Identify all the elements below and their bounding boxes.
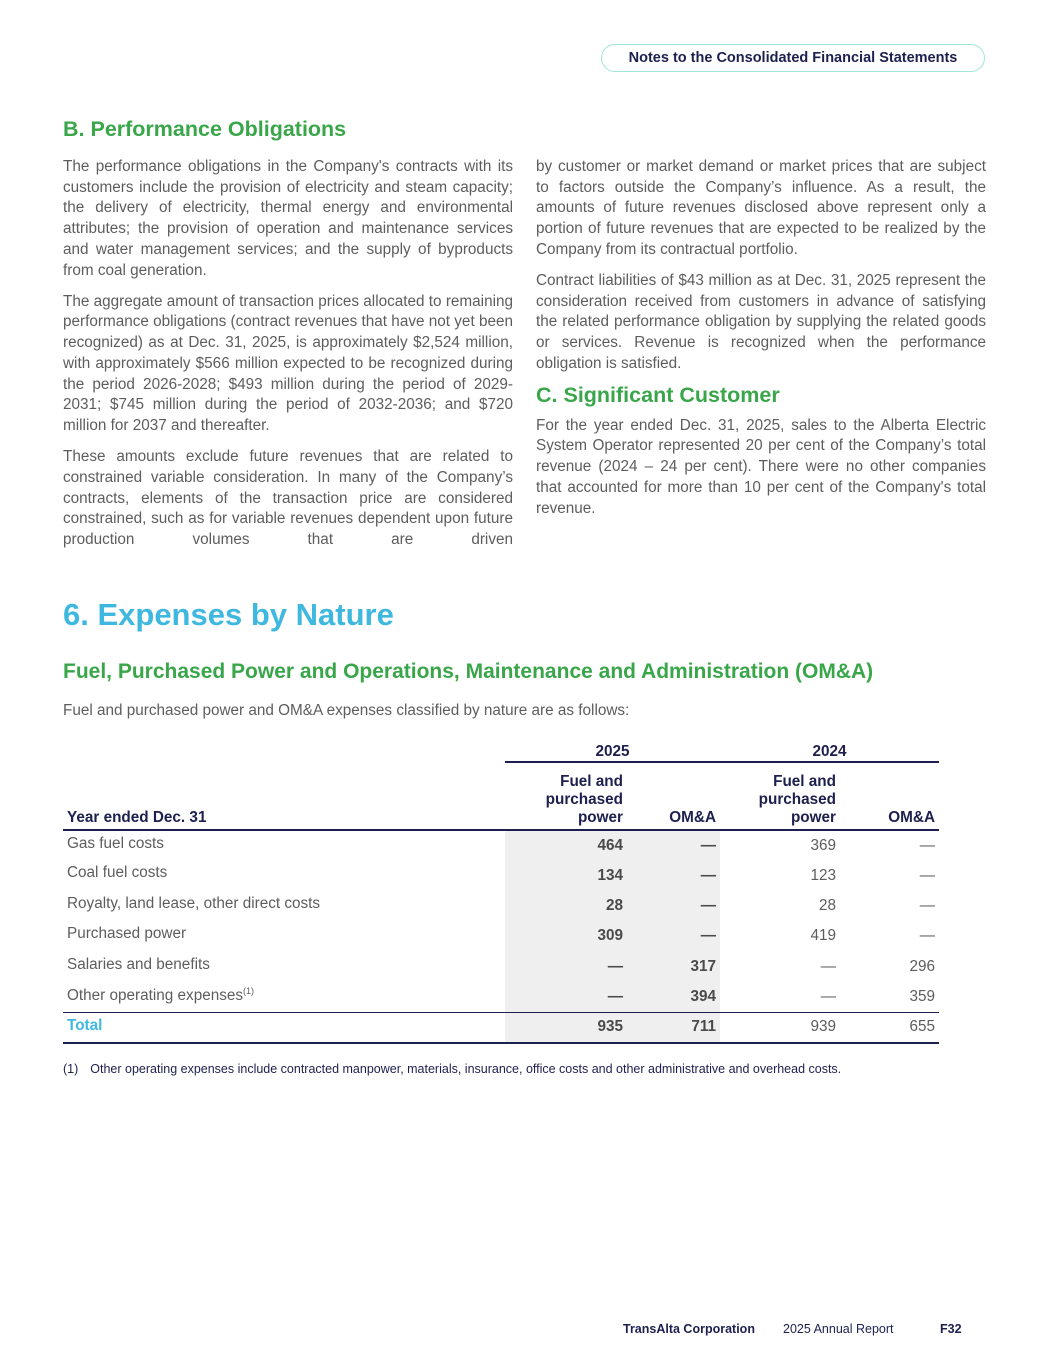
cell-value: — xyxy=(627,830,720,860)
footer-company: TransAlta Corporation xyxy=(623,1322,755,1336)
footnote-ref: (1) xyxy=(243,985,255,996)
cell-value: 394 xyxy=(627,982,720,1012)
footnote-marker: (1) xyxy=(63,1062,79,1076)
cell-value: — xyxy=(627,860,720,890)
table-intro: Fuel and purchased power and OM&A expenses classified by nature are as follows: xyxy=(63,702,630,719)
total-row xyxy=(63,1012,939,1042)
table-row xyxy=(63,921,939,951)
col-fuel-2025: Fuel and purchased power xyxy=(505,762,627,830)
row-label xyxy=(63,921,505,951)
row-label-text: Purchased power xyxy=(67,925,187,943)
cell-value: 359 xyxy=(909,987,935,1005)
year-2025: 2025 xyxy=(505,738,720,762)
left-column xyxy=(63,157,513,561)
footnote xyxy=(63,1062,853,1076)
row-label xyxy=(63,860,505,890)
row-label-text: Coal fuel costs xyxy=(67,864,168,882)
paragraph: The aggregate amount of transaction prices allocated to remaining performance obligations (contract revenues that have not yet been recognized) as at Dec. 31, 2025, is approximately $2,524 million, with approximately $566 million expected to be recognized during the period 2026-2028; $493 million during the period of 2029-2031; $745 million during the period of 2032-2036; and $720 million for 2037 and thereafter. xyxy=(63,292,513,434)
table-row xyxy=(63,830,939,860)
col-oma-2024: OM&A xyxy=(840,762,939,830)
row-label xyxy=(63,952,505,982)
col-fuel-2024: Fuel and purchased power xyxy=(720,762,840,830)
cell-value: — xyxy=(820,987,836,1005)
cell-value: — xyxy=(919,836,935,854)
cell-value: 317 xyxy=(627,952,720,982)
right-column xyxy=(536,157,986,530)
cell-value: 28 xyxy=(505,891,627,921)
paragraph: For the year ended Dec. 31, 2025, sales to the Alberta Electric System Operator represented 20 per cent of the Company’s total revenue (2024 – 24 per cent). There were no other companies that accounted for more than 10 per cent of the Company's total revenue. xyxy=(536,416,986,517)
row-label xyxy=(63,891,505,921)
row-header: Year ended Dec. 31 xyxy=(63,762,505,830)
cell-value: — xyxy=(820,957,836,975)
page-number: F32 xyxy=(940,1322,962,1336)
section-6-subtitle: Fuel, Purchased Power and Operations, Maintenance and Administration (OM&A) xyxy=(63,660,874,683)
cell-value: — xyxy=(919,866,935,884)
cell-value: 939 xyxy=(720,1012,840,1042)
cell-value: — xyxy=(627,921,720,951)
cell-value: 309 xyxy=(505,921,627,951)
table-row xyxy=(63,982,939,1012)
cell-value: 123 xyxy=(810,866,836,884)
table-row xyxy=(63,952,939,982)
table-row xyxy=(63,891,939,921)
cell-value: 711 xyxy=(627,1012,720,1042)
cell-value: — xyxy=(505,952,627,982)
row-label xyxy=(63,1012,505,1042)
footnote-text: Other operating expenses include contracted manpower, materials, insurance, office costs and other administrative and overhead costs. xyxy=(90,1062,842,1076)
row-label-text: Other operating expenses xyxy=(67,987,244,1005)
paragraph: Contract liabilities of $43 million as at Dec. 31, 2025 represent the consideration received from customers in advance of satisfying the related performance obligation by supplying the related goods or services. Revenue is recognized when the performance obligation is satisfied. xyxy=(536,272,986,372)
cell-value: 369 xyxy=(810,836,836,854)
section-b-title: B. Performance Obligations xyxy=(63,117,347,141)
cell-value: 28 xyxy=(818,896,836,914)
table-row xyxy=(63,860,939,890)
section-6-title: 6. Expenses by Nature xyxy=(63,597,394,632)
cell-value: 464 xyxy=(505,830,627,860)
paragraph-continued: by customer or market demand or market prices that are subject to factors outside the Company’s influence. As a result, the amounts of future revenues disclosed above represent only a portion of future revenues that are expected to be realized by the Company from its contractual portfolio. xyxy=(536,158,986,258)
section-c-title: C. Significant Customer xyxy=(536,383,780,408)
cell-value: — xyxy=(505,982,627,1012)
col-oma-2025: OM&A xyxy=(627,762,720,830)
row-label-text: Total xyxy=(67,1016,103,1034)
cell-value: — xyxy=(919,896,935,914)
year-2024: 2024 xyxy=(720,738,939,762)
row-label xyxy=(63,982,505,1012)
section-pill: Notes to the Consolidated Financial Statements xyxy=(601,44,985,72)
cell-value: 296 xyxy=(909,957,935,975)
footer-report: 2025 Annual Report xyxy=(783,1322,894,1336)
cell-value: 655 xyxy=(840,1012,939,1042)
row-label-text: Salaries and benefits xyxy=(67,955,210,973)
row-label xyxy=(63,830,505,860)
paragraph: The performance obligations in the Company's contracts with its customers include the provision of electricity and steam capacity; the delivery of electricity, thermal energy and environmental attributes; the provision of operation and maintenance services and water management services; and the supply of byproducts from coal generation. xyxy=(63,158,513,279)
cell-value: — xyxy=(627,891,720,921)
cell-value: — xyxy=(919,927,935,945)
row-label-text: Royalty, land lease, other direct costs xyxy=(67,894,321,912)
cell-value: 134 xyxy=(505,860,627,890)
cell-value: 935 xyxy=(505,1012,627,1042)
expenses-table xyxy=(63,738,939,1044)
cell-value: 419 xyxy=(810,927,836,945)
paragraph: These amounts exclude future revenues that are related to constrained variable consideration. In many of the Company’s contracts, elements of the transaction price are considered constrained, such as for variable revenues dependent upon future production volumes that are driven xyxy=(63,448,513,548)
row-label-text: Gas fuel costs xyxy=(67,835,164,852)
